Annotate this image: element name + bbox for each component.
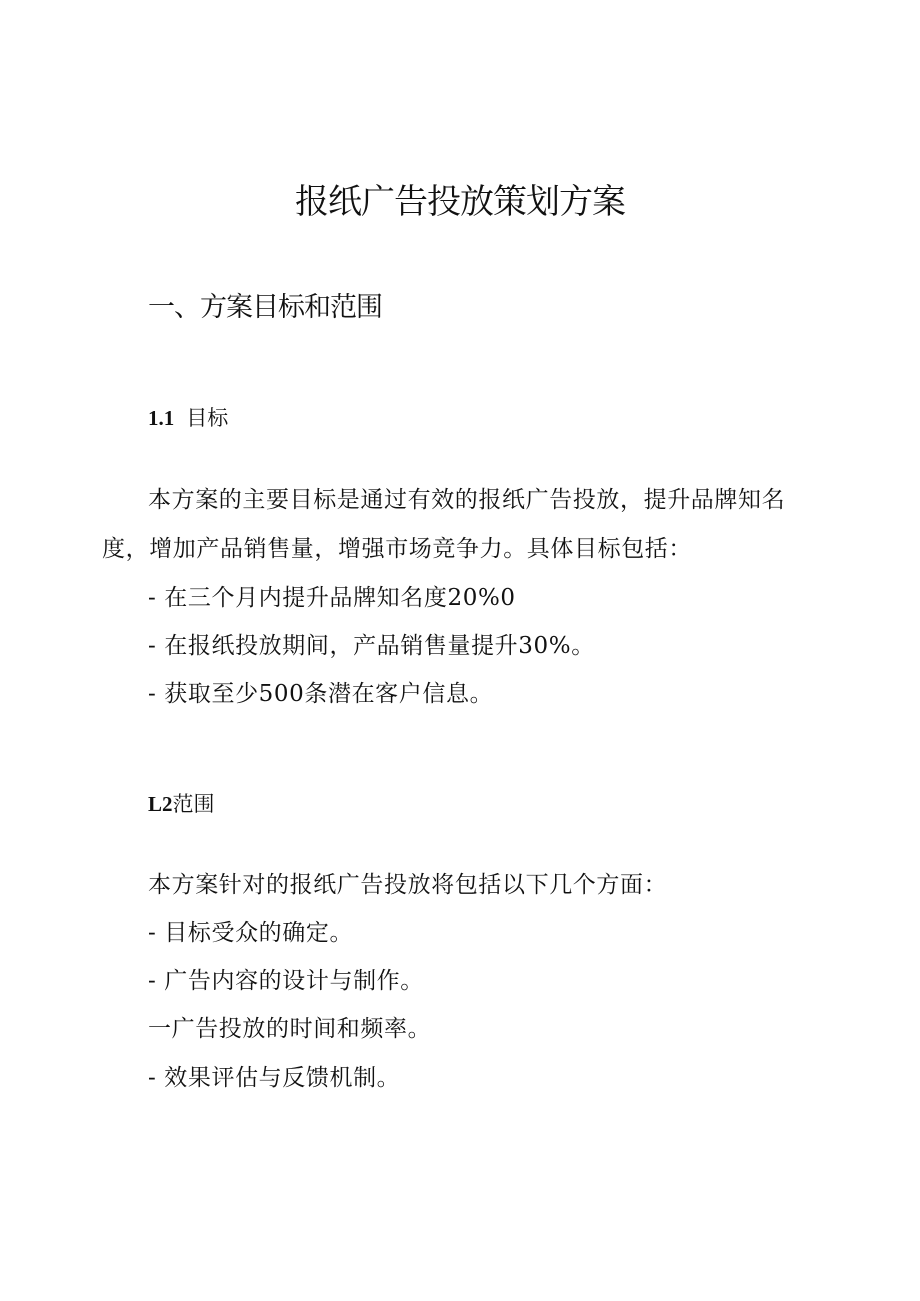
scope-intro: 本方案针对的报纸广告投放将包括以下几个方面： — [148, 872, 668, 898]
goals-intro-line-1: 本方案的主要目标是通过有效的报纸广告投放，提升品牌知名 — [148, 487, 786, 513]
goal-list-item: - 在报纸投放期间，产品销售量提升30%。 — [148, 633, 595, 659]
subsection-heading-scope — [148, 789, 215, 819]
goal-list-item: - 获取至少500条潜在客户信息。 — [148, 681, 494, 707]
subsection-number: 1.1 — [148, 406, 175, 430]
goals-intro-line-2: 度，增加产品销售量，增强市场竞争力。具体目标包括： — [102, 536, 692, 562]
subsection-heading-goals — [148, 403, 228, 433]
scope-list-item: - 广告内容的设计与制作。 — [148, 968, 424, 994]
section-heading: 一、方案目标和范围 — [148, 292, 382, 323]
scope-list-item: - 效果评估与反馈机制。 — [148, 1065, 401, 1091]
subsection-title: 范围 — [172, 792, 215, 816]
subsection-title: 目标 — [186, 406, 229, 430]
subsection-number: L2 — [148, 792, 173, 816]
scope-list-item: - 目标受众的确定。 — [148, 920, 354, 946]
document-title: 报纸广告投放策划方案 — [295, 182, 625, 222]
scope-list-item: 一广告投放的时间和频率。 — [148, 1016, 432, 1042]
goal-list-item: - 在三个月内提升品牌知名度20%0 — [148, 585, 516, 611]
